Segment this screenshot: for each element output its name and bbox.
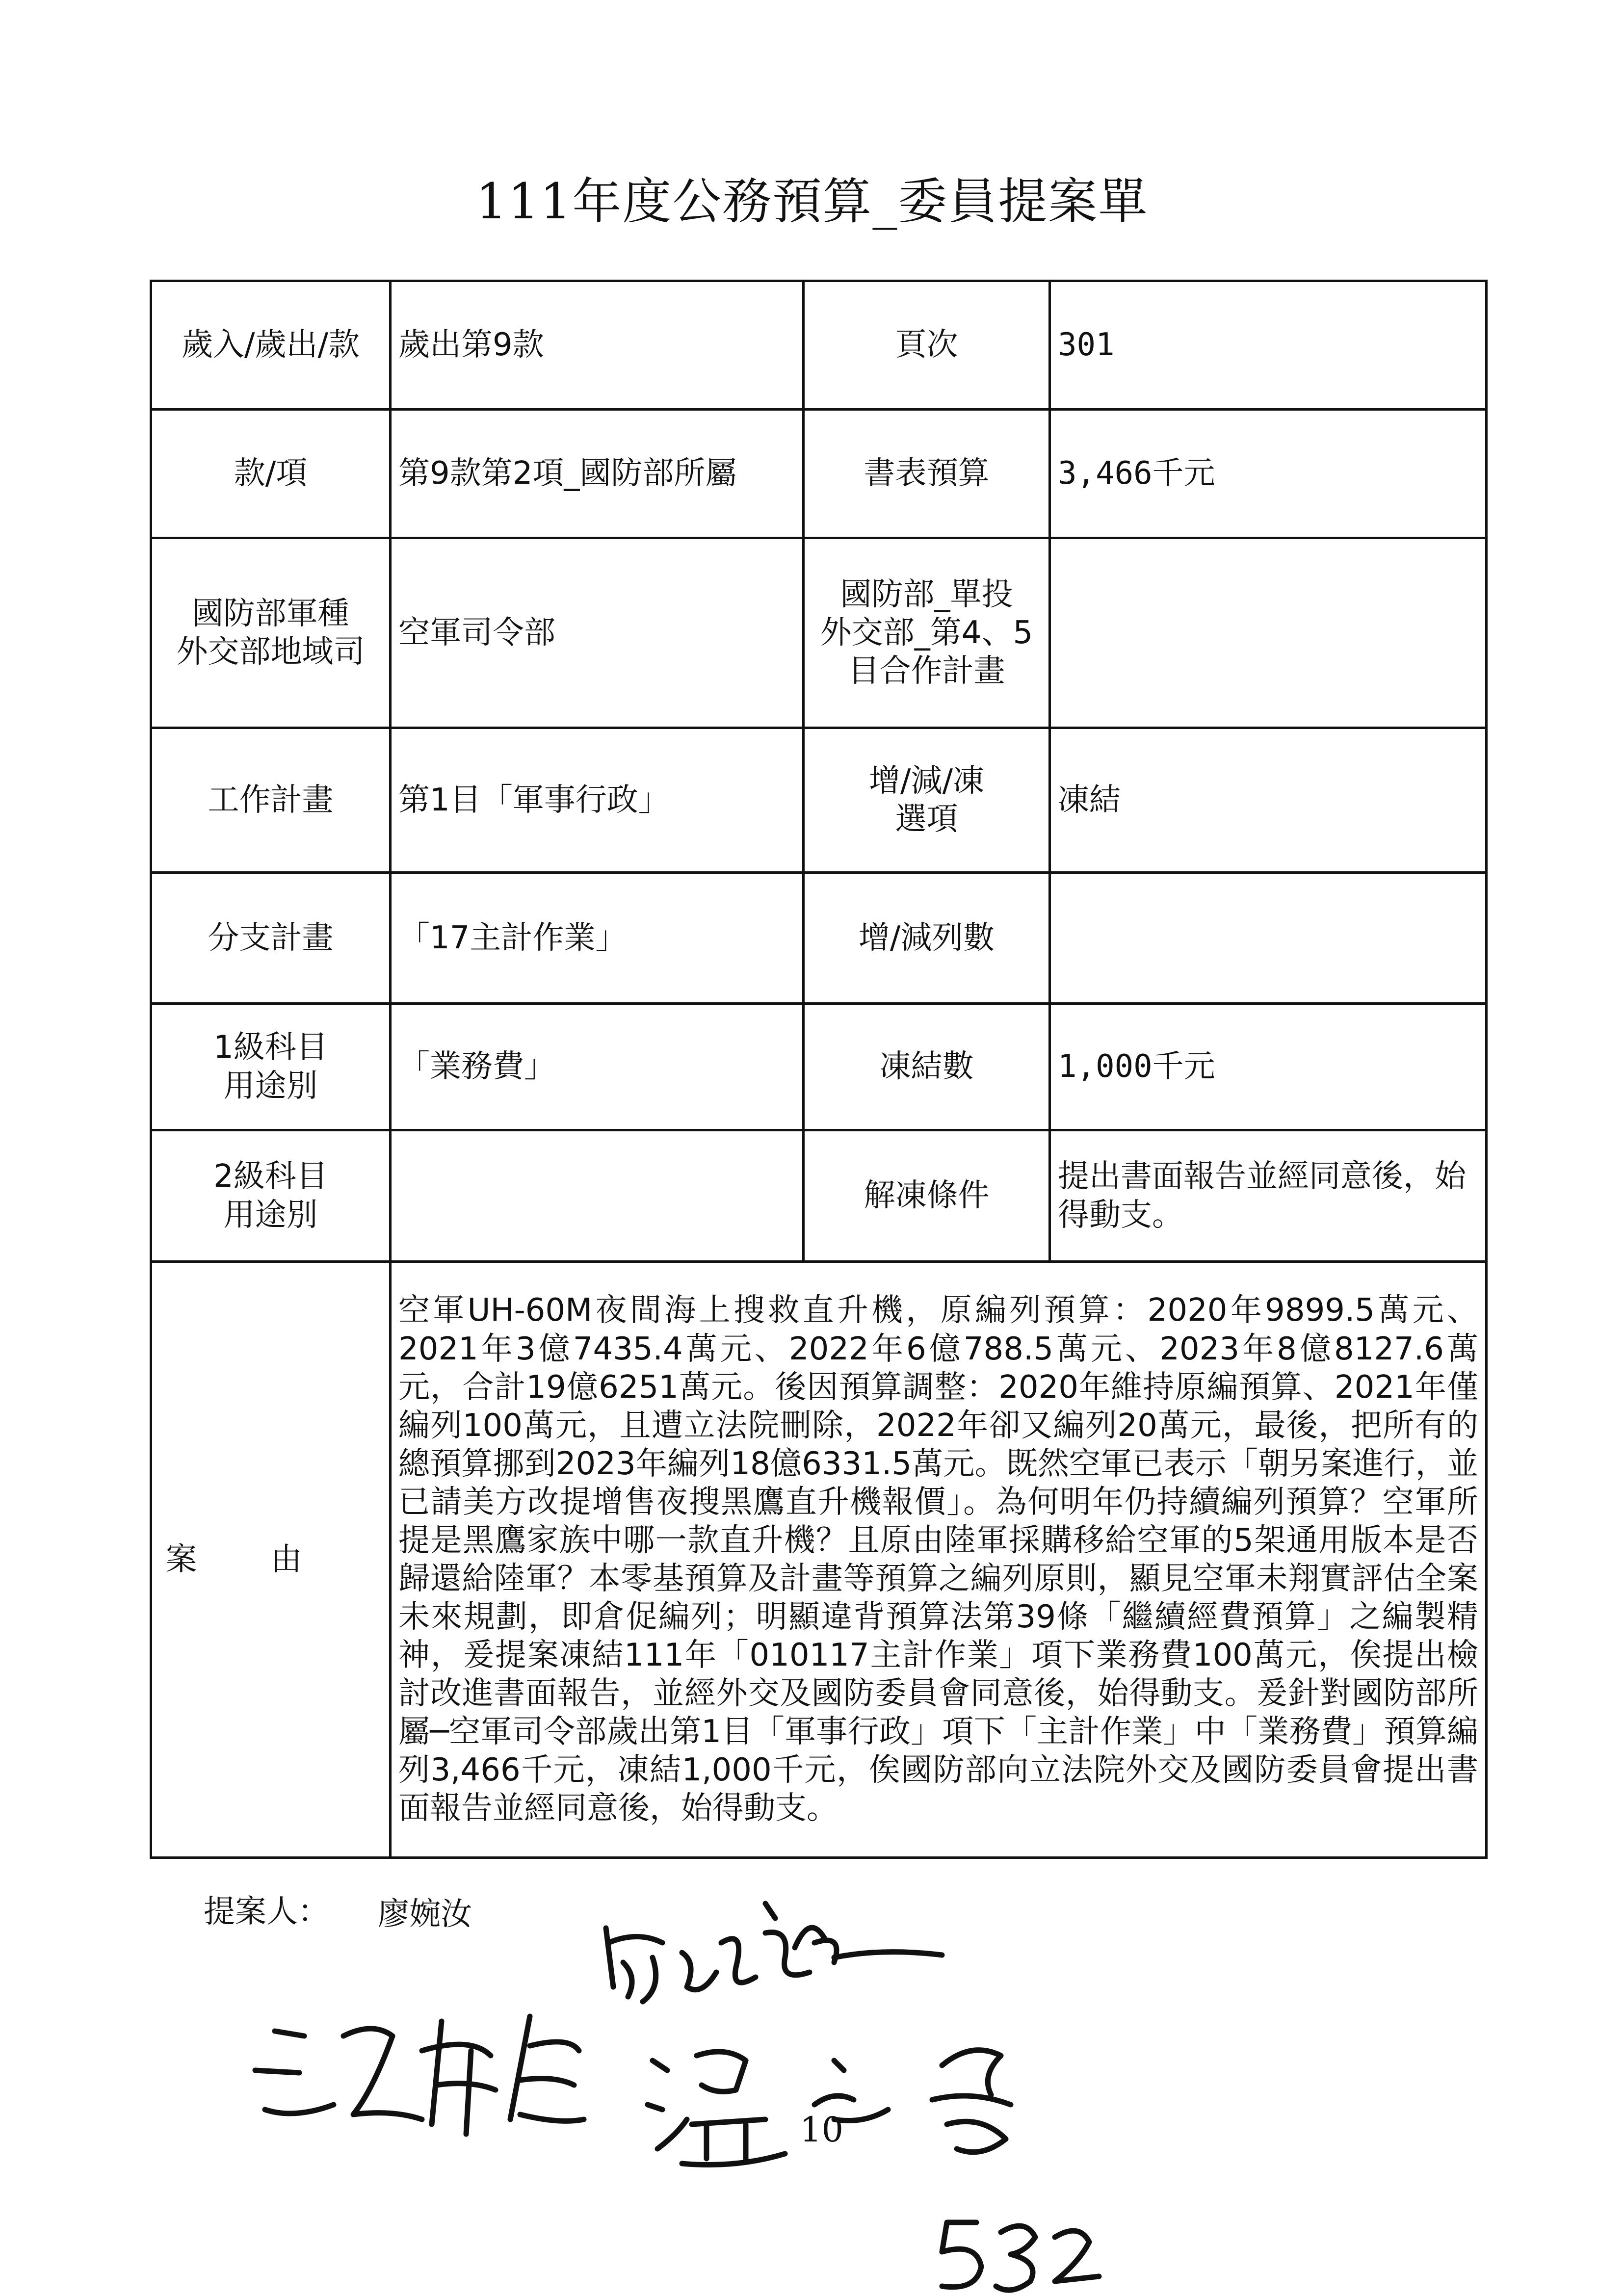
work-plan-label: 工作計畫 [151, 728, 391, 873]
item-label: 款/項 [151, 410, 391, 538]
level1-subject-value: 「業務費」 [391, 1004, 804, 1130]
page-number: 10 [800, 2110, 844, 2150]
reason-text: 空軍UH-60M夜間海上搜救直升機，原編列預算：2020年9899.5萬元、2021年3億7435.4萬元、2022年6億788.5萬元、2023年8億8127.6萬元，合計19億6251萬元。後因預算調整：2020年維持原編預算、2021年僅編列100萬元，且遭立法院刪除，2022年卻又編列20萬元，最後，把所有的總預算挪到2023年編列18億6331.5萬元。既然空軍已表示「朝另案進行，並已請美方改提增售夜搜黑鷹直升機報價」。為何明年仍持續編列預算？空軍所提是黑鷹家族中哪一款直升機？且原由陸軍採購移給空軍的5架通用版本是否歸還給陸軍？本零基預算及計畫等預算之編列原則，顯見空軍未翔實評估全案未來規劃，即倉促編列；明顯違背預算法第39條「繼續經費預算」之編製精神，爰提案凍結111年「010117主計作業」項下業務費100萬元，俟提出檢討改進書面報告，並經外交及國防委員會同意後，始得動支。爰針對國防部所屬─空軍司令部歲出第1目「軍事行政」項下「主計作業」中「業務費」預算編列3,466千元，凍結1,000千元，俟國防部向立法院外交及國防委員會提出書面報告並經同意後，始得動支。 [391, 1262, 1487, 1858]
proposer-label: 提案人： [204, 1894, 329, 1930]
unfreeze-condition-label: 解凍條件 [804, 1130, 1050, 1262]
adjust-amount-label: 增/減列數 [804, 873, 1050, 1004]
adjust-option-value: 凍結 [1050, 728, 1487, 873]
sub-plan-label: 分支計畫 [151, 873, 391, 1004]
revenue-expense-value: 歲出第9款 [391, 281, 804, 410]
listed-budget-value: 3,466千元 [1050, 410, 1487, 538]
label-line: 目合作計畫 [848, 653, 1005, 690]
work-plan-value: 第1目「軍事行政」 [391, 728, 804, 873]
item-value: 第9款第2項_國防部所屬 [391, 410, 804, 538]
revenue-expense-label: 歲入/歲出/款 [151, 281, 391, 410]
label-line: 1級科目 [213, 1029, 328, 1066]
label-line: 用途別 [223, 1197, 318, 1233]
military-branch-value: 空軍司令部 [391, 538, 804, 728]
label-line: 國防部_單投 [840, 576, 1013, 613]
label-line: 外交部地域司 [176, 634, 365, 670]
page-ref-value: 301 [1050, 281, 1487, 410]
frozen-amount-value: 1,000千元 [1050, 1004, 1487, 1130]
page-title: 111年度公務預算_委員提案單 [475, 173, 1149, 230]
label-line: 選項 [895, 801, 958, 837]
sub-plan-value: 「17主計作業」 [391, 873, 804, 1004]
label-line: 用途別 [223, 1068, 318, 1104]
unfreeze-condition-value: 提出書面報告並經同意後，始得動支。 [1050, 1130, 1487, 1262]
label-line: 外交部_第4、5 [820, 614, 1033, 651]
label-line: 2級科目 [213, 1158, 328, 1195]
proposer-name: 廖婉汝 [378, 1896, 472, 1932]
frozen-amount-label: 凍結數 [804, 1004, 1050, 1130]
label-line: 增/減/凍 [868, 762, 985, 799]
listed-budget-label: 書表預算 [804, 410, 1050, 538]
signature-liao [606, 1904, 942, 2002]
reason-label: 案由 [151, 1262, 391, 1858]
signature-jiang [255, 2016, 584, 2134]
label-line: 國防部軍種 [192, 595, 349, 632]
handwritten-number-532 [942, 2222, 1099, 2290]
page-ref-label: 頁次 [804, 281, 1050, 410]
